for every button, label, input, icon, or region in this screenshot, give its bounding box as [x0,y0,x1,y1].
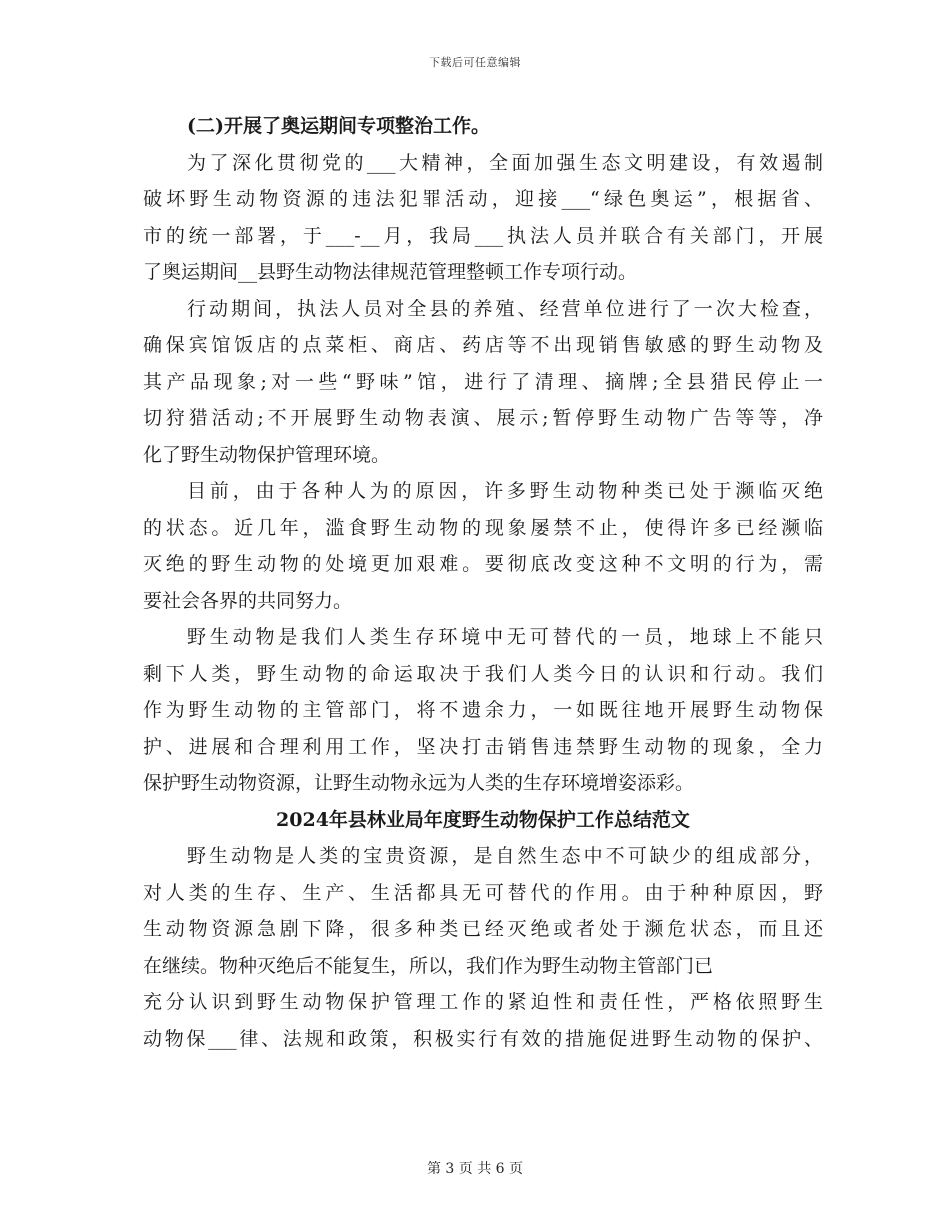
paragraph-line: 要社会各界的共同努力。 [143,589,353,612]
paragraph-line: 的状态。近几年，滥食野生动物的现象屡禁不止，使得许多已经濒临 [143,516,823,539]
paragraph-line: 化了野生动物保护管理环境。 [143,443,391,466]
paragraph-line: 了奥运期间__县野生动物法律规范管理整顿工作专项行动。 [143,261,638,283]
paragraph-line: 破坏野生动物资源的违法犯罪活动，迎接___“绿色奥运”，根据省、 [143,188,823,210]
paragraph-line: 目前，由于各种人为的原因，许多野生动物种类已处于濒临灭绝 [187,480,823,502]
paragraph-line: 其产品现象;对一些“野味”馆，进行了清理、摘牌;全县猎民停止一 [143,370,823,393]
paragraph-line: 野生动物是我们人类生存环境中无可替代的一员，地球上不能只 [187,626,823,648]
paragraph-line: 灭绝的野生动物的处境更加艰难。要彻底改变这种不文明的行为，需 [143,553,823,575]
paragraph-line: 为了深化贯彻党的___大精神，全面加强生态文明建设，有效遏制 [187,151,823,174]
paragraph-line: 保护野生动物资源，让野生动物永远为人类的生存环境增姿添彩。 [143,772,695,794]
paragraph-line: 动物保___律、法规和政策，积极实行有效的措施促进野生动物的保护、 [143,1027,823,1050]
paragraph-line: 行动期间，执法人员对全县的养殖、经营单位进行了一次大检查， [187,297,823,320]
paragraph-line: 作为野生动物的主管部门，将不遗余力，一如既往地开展野生动物保 [143,699,823,721]
paragraph-line: 剩下人类，野生动物的命运取决于我们人类今日的认识和行动。我们 [143,662,823,685]
paragraph-line: 护、进展和合理利用工作，坚决打击销售违禁野生动物的现象，全力 [143,735,823,758]
section-heading: (二)开展了奥运期间专项整治工作。 [187,115,490,137]
page-header-note: 下载后可任意编辑 [429,56,521,69]
paragraph-line: 生动物资源急剧下降，很多种类已经灭绝或者处于濒危状态，而且还 [143,918,823,940]
document-body [143,108,823,1057]
paragraph-line: 确保宾馆饭店的点菜柜、商店、药店等不出现销售敏感的野生动物及 [143,334,823,356]
document-title: 2024年县林业局年度野生动物保护工作总结范文 [276,808,690,831]
paragraph-line: 在继续。物种灭绝后不能复生，所以，我们作为野生动物主管部门已 [143,954,714,977]
paragraph-1 [143,145,823,291]
paragraph-line: 充分认识到野生动物保护管理工作的紧迫性和责任性，严格依照野生 [143,991,823,1013]
paragraph-line: 野生动物是人类的宝贵资源，是自然生态中不可缺少的组成部分， [187,845,823,867]
paragraph-3 [143,473,823,619]
paragraph-5 [143,838,823,1057]
paragraph-line: 市的统一部署，于___-__月，我局___执法人员并联合有关部门，开展 [143,224,823,247]
paragraph-4 [143,619,823,802]
paragraph-2 [143,291,823,474]
paragraph-line: 切狩猎活动;不开展野生动物表演、展示;暂停野生动物广告等等，净 [143,407,823,429]
paragraph-line: 对人类的生存、生产、生活都具无可替代的作用。由于种种原因，野 [143,881,823,904]
page-number: 第 3 页 共 6 页 [426,1161,524,1177]
